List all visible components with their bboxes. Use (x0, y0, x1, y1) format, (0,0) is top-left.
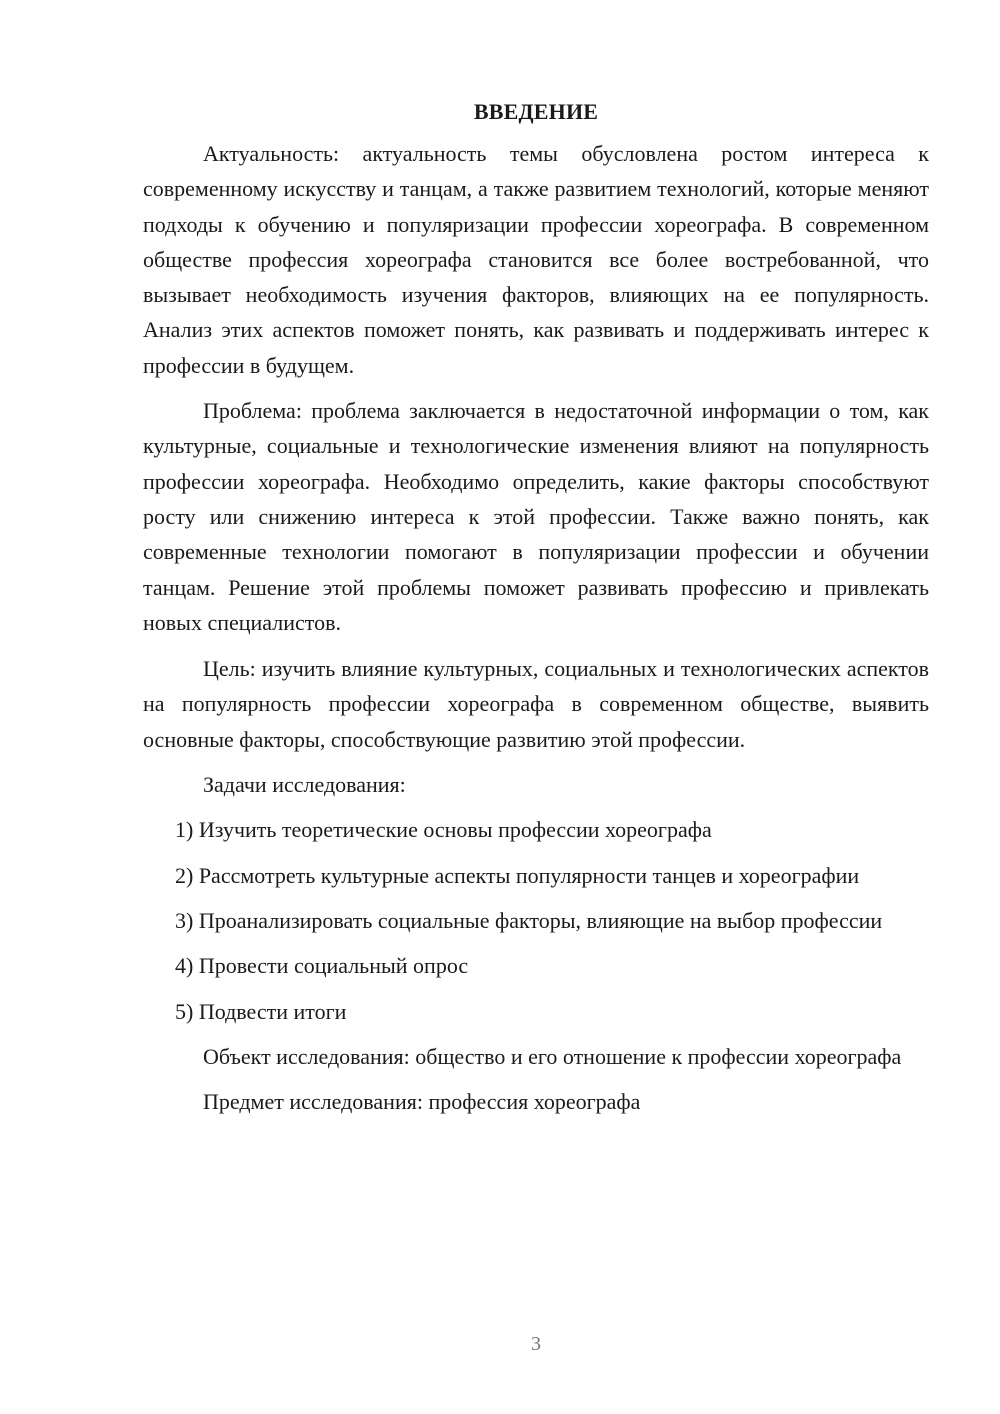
paragraph-problem: Проблема: проблема заключается в недостаточной информации о том, как культурные, социальные и технологические изменения влияют на популярность профессии хореографа. Необходимо определить, какие факторы способствуют росту или снижению интереса к этой профессии. Также важно понять, как современные технологии помогают в популяризации профессии и обучении танцам. Решение этой проблемы поможет развивать профессию и привлекать новых специалистов. (143, 398, 929, 635)
page-number: 3 (531, 1333, 541, 1355)
research-subject: Предмет исследования: профессия хореографа (203, 1089, 641, 1115)
tasks-list (143, 812, 929, 1028)
list-item: 3) Проанализировать социальные факторы, влияющие на выбор профессии (175, 907, 883, 933)
list-item: 1) Изучить теоретические основы профессии хореографа (175, 817, 712, 843)
list-item: 5) Подвести итоги (175, 998, 347, 1024)
tasks-title: Задачи исследования: (203, 772, 406, 798)
paragraph-goal: Цель: изучить влияние культурных, социальных и технологических аспектов на популярность профессии хореографа в современном обществе, выявить основные факторы, способствующие развитию этой профессии. (143, 656, 929, 752)
list-item: 4) Провести социальный опрос (175, 953, 469, 979)
research-object: Объект исследования: общество и его отношение к профессии хореографа (203, 1043, 902, 1069)
document-page (143, 94, 929, 1119)
paragraph-relevance: Актуальность: актуальность темы обусловлена ростом интереса к современному искусству и танцам, а также развитием технологий, которые меняют подходы к обучению и популяризации профессии хореографа. В современном обществе профессия хореографа становится все более востребованной, что вызывает необходимость изучения факторов, влияющих на ее популярность. Анализ этих аспектов поможет понять, как развивать и поддерживать интерес к профессии в будущем. (143, 141, 929, 378)
list-item: 2) Рассмотреть культурные аспекты популярности танцев и хореографии (175, 862, 860, 888)
section-heading: ВВЕДЕНИЕ (473, 99, 599, 124)
